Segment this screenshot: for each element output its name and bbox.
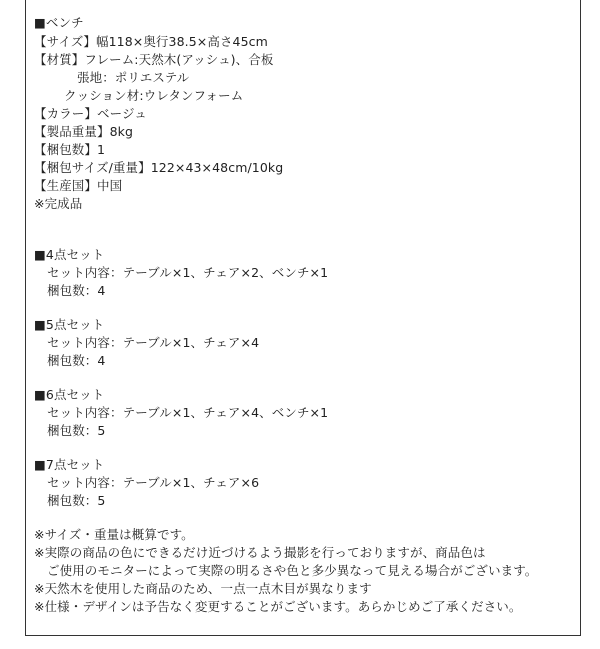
spec-fabric: 張地：ポリエステル — [77, 70, 190, 85]
spec-assembled: ※完成品 — [34, 196, 83, 211]
set-5-title: ■5点セット — [34, 317, 105, 332]
set-6-packages: 梱包数：5 — [47, 423, 106, 438]
spec-weight: 【製品重量】8kg — [34, 124, 134, 139]
spec-packages: 【梱包数】1 — [34, 142, 106, 157]
spec-cushion: クッション材:ウレタンフォーム — [64, 88, 244, 103]
spec-package-size: 【梱包サイズ/重量】122×43×48cm/10kg — [34, 160, 284, 175]
set-4-contents: セット内容：テーブル×1、チェア×2、ベンチ×1 — [47, 265, 329, 280]
set-4-title: ■4点セット — [34, 247, 105, 262]
spec-size: 【サイズ】幅118×奥行38.5×高さ45cm — [34, 34, 268, 49]
set-7-contents: セット内容：テーブル×1、チェア×6 — [47, 475, 260, 490]
set-7-title: ■7点セット — [34, 457, 105, 472]
note-approx: ※サイズ・重量は概算です。 — [34, 527, 194, 542]
set-5-contents: セット内容：テーブル×1、チェア×4 — [47, 335, 260, 350]
note-wood: ※天然木を使用した商品のため、一点一点木目が異なります — [34, 581, 372, 596]
set-6-title: ■6点セット — [34, 387, 105, 402]
set-4-packages: 梱包数：4 — [47, 283, 106, 298]
spec-material: 【材質】フレーム:天然木(アッシュ)、合板 — [34, 52, 274, 67]
spec-origin: 【生産国】中国 — [34, 178, 123, 193]
set-6-contents: セット内容：テーブル×1、チェア×4、ベンチ×1 — [47, 405, 329, 420]
product-heading: ■ベンチ — [34, 15, 84, 30]
set-7-packages: 梱包数：5 — [47, 493, 106, 508]
note-color-2: ご使用のモニターによって実際の明るさや色と多少異なって見える場合がございます。 — [47, 563, 538, 578]
note-change: ※仕様・デザインは予告なく変更することがございます。あらかじめご了承ください。 — [34, 599, 522, 614]
set-5-packages: 梱包数：4 — [47, 353, 106, 368]
spec-color: 【カラー】ベージュ — [34, 106, 147, 121]
note-color-1: ※実際の商品の色にできるだけ近づけるよう撮影を行っておりますが、商品色は — [34, 545, 486, 560]
